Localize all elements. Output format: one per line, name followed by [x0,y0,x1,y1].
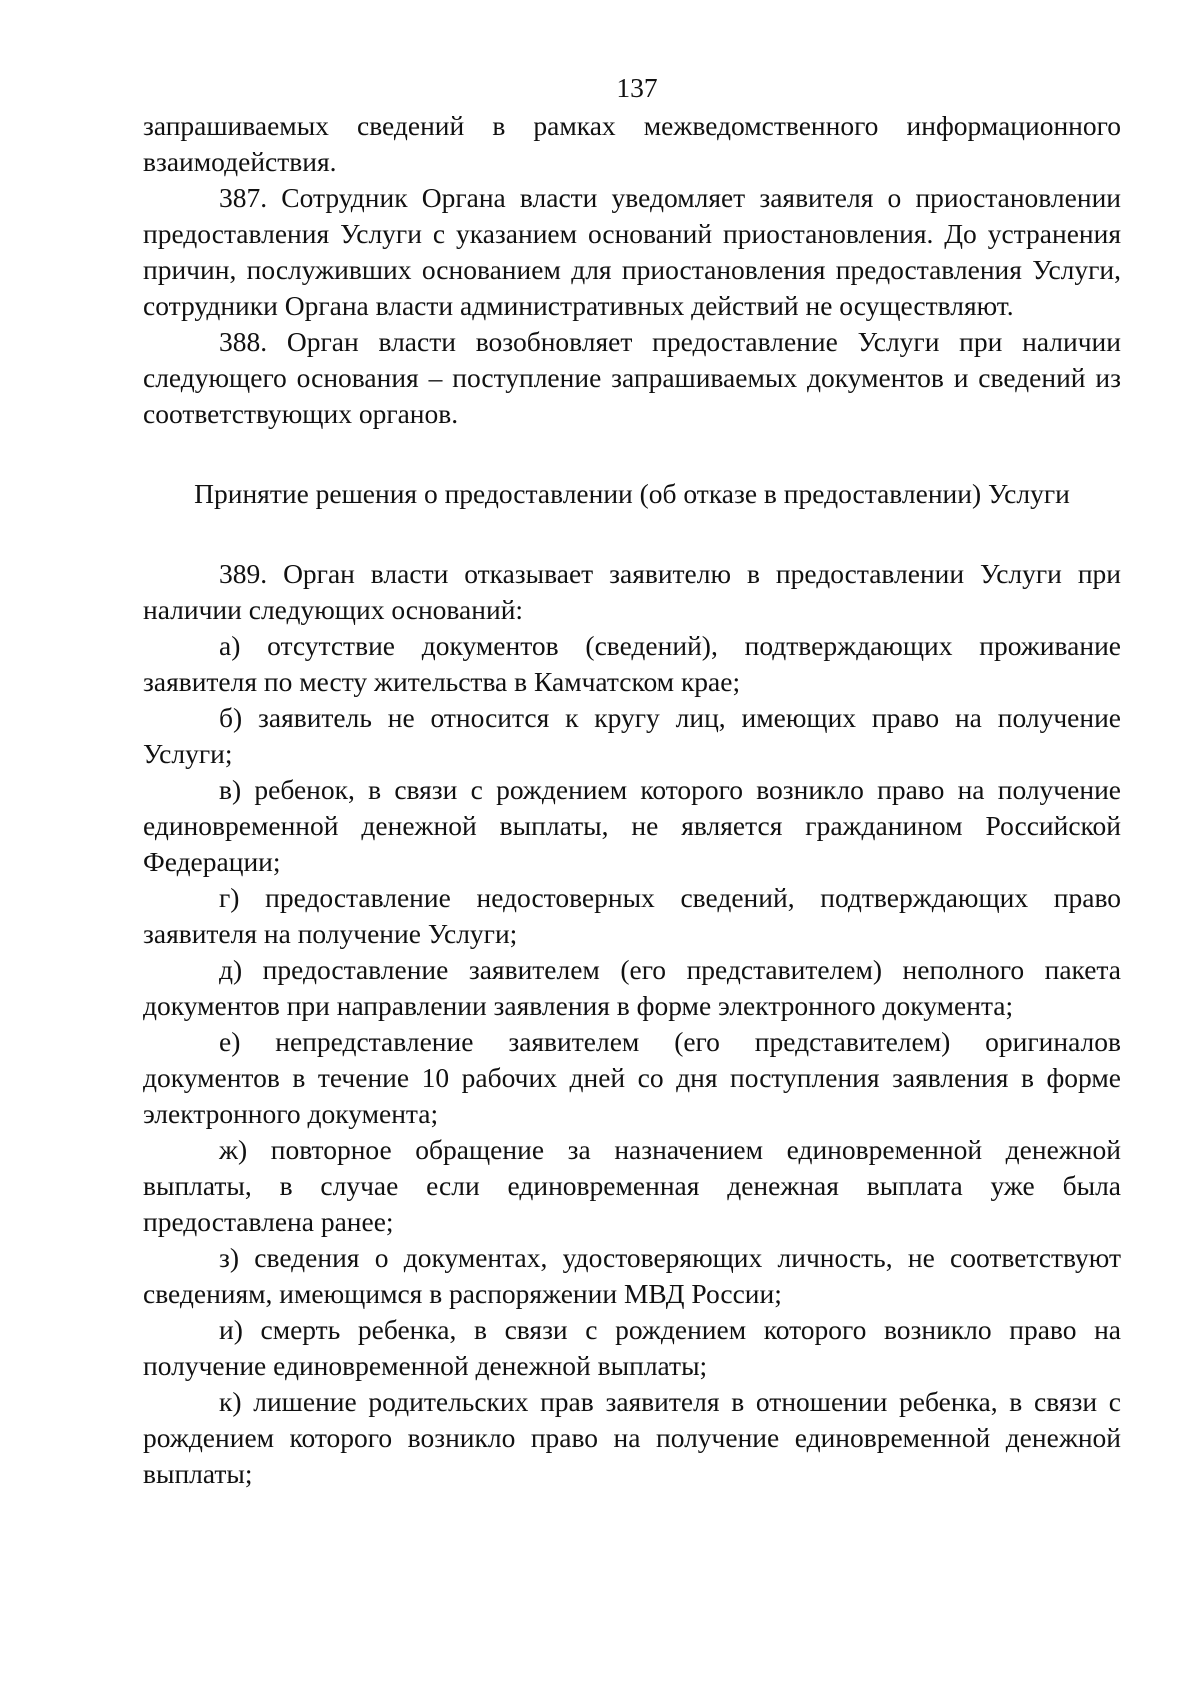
list-item-a: а) отсутствие документов (сведений), подтверждающих проживание заявителя по месту жительства в Камчатском крае; [143,630,1121,697]
page-number: 137 [616,72,658,103]
list-item-i: и) смерть ребенка, в связи с рождением которого возникло право на получение единовременной денежной выплаты; [143,1314,1121,1381]
paragraph-continuation: запрашиваемых сведений в рамках межведомственного информационного взаимодействия. [143,110,1121,177]
list-item-zh: ж) повторное обращение за назначением единовременной денежной выплаты, в случае если единовременная денежная выплата уже была предоставлена ранее; [143,1134,1121,1237]
list-item-z: з) сведения о документах, удостоверяющих личность, не соответствуют сведениям, имеющимся в распоряжении МВД России; [143,1242,1121,1309]
paragraph-389: 389. Орган власти отказывает заявителю в предоставлении Услуги при наличии следующих оснований: [143,558,1121,625]
list-item-e: е) непредставление заявителем (его представителем) оригиналов документов в течение 10 рабочих дней со дня поступления заявления в форме электронного документа; [143,1026,1121,1129]
list-item-b: б) заявитель не относится к кругу лиц, имеющих право на получение Услуги; [143,702,1121,769]
section-heading: Принятие решения о предоставлении (об отказе в предоставлении) Услуги [194,478,1070,509]
paragraph-388: 388. Орган власти возобновляет предоставление Услуги при наличии следующего основания – поступление запрашиваемых документов и сведений из соответствующих органов. [143,326,1121,429]
list-item-d: д) предоставление заявителем (его представителем) неполного пакета документов при направлении заявления в форме электронного документа; [143,954,1121,1021]
list-item-k: к) лишение родительских прав заявителя в отношении ребенка, в связи с рождением которого возникло право на получение единовременной денежной выплаты; [143,1386,1121,1489]
list-item-v: в) ребенок, в связи с рождением которого возникло право на получение единовременной денежной выплаты, не является гражданином Российской Федерации; [143,774,1121,877]
paragraph-387: 387. Сотрудник Органа власти уведомляет заявителя о приостановлении предоставления Услуги с указанием оснований приостановления. До устранения причин, послуживших основанием для приостановления предоставления Услуги, сотрудники Органа власти административных действий не осуществляют. [143,182,1121,321]
document-page [143,70,1121,1492]
list-item-g: г) предоставление недостоверных сведений, подтверждающих право заявителя на получение Услуги; [143,882,1121,949]
